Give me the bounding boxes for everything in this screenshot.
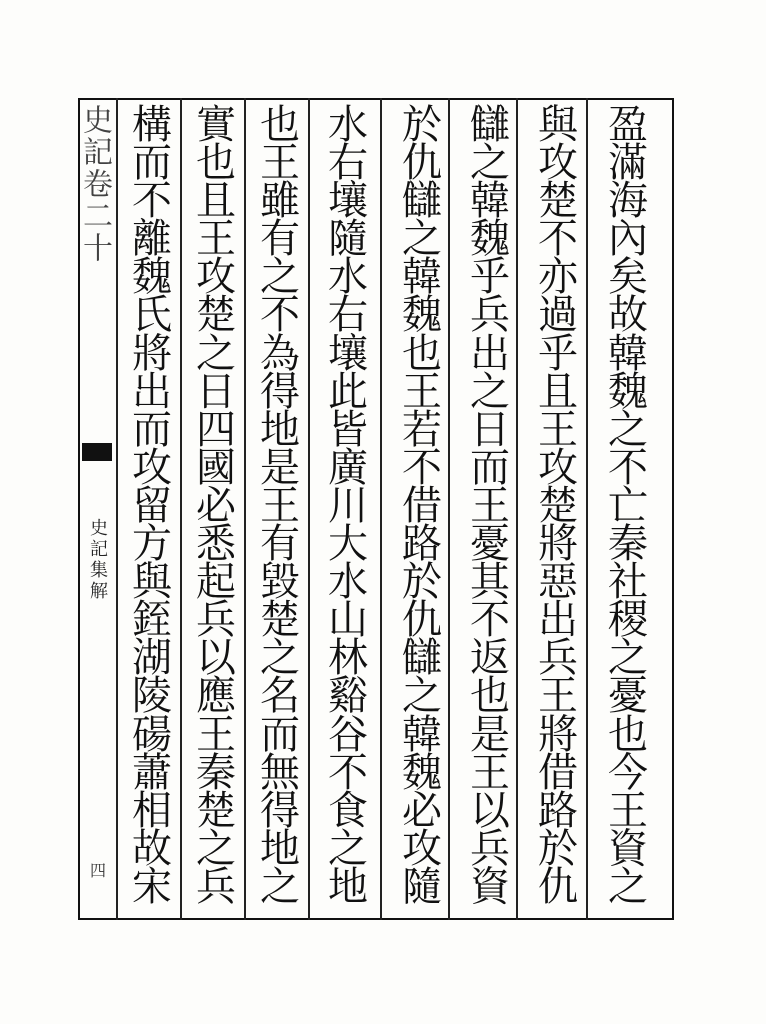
text-character: 於 — [402, 102, 442, 148]
text-character: 之 — [608, 406, 648, 453]
text-character: 不 — [402, 444, 442, 491]
column-divider — [380, 98, 382, 920]
text-character: 日 — [470, 406, 510, 453]
text-character: 兵 — [470, 292, 510, 339]
text-character: 王 — [538, 406, 578, 453]
text-character: 攻 — [132, 444, 172, 491]
text-character: 故 — [132, 825, 172, 872]
text-character: 之 — [608, 863, 648, 910]
column-divider — [448, 98, 450, 920]
text-character: 之 — [402, 216, 442, 263]
text-character: 王 — [470, 482, 510, 529]
text-character: 留 — [132, 482, 172, 529]
text-character: 且 — [538, 368, 578, 415]
text-character: 山 — [328, 597, 368, 644]
text-character: 而 — [132, 140, 172, 187]
text-character: 與 — [538, 102, 578, 148]
page-number: 四 — [90, 861, 107, 880]
text-character: 之 — [402, 673, 442, 720]
text-character: 不 — [470, 597, 510, 644]
text-character: 故 — [608, 292, 648, 339]
text-character: 返 — [470, 635, 510, 682]
text-character: 王 — [260, 140, 300, 187]
text-character: 相 — [132, 787, 172, 834]
text-character: 氏 — [132, 292, 172, 339]
text-character: 楚 — [538, 482, 578, 529]
text-character: 今 — [608, 749, 648, 796]
text-character: 國 — [196, 444, 236, 491]
text-character: 不 — [132, 178, 172, 225]
text-character: 日 — [196, 368, 236, 415]
text-character: 路 — [538, 787, 578, 834]
text-character: 廣 — [328, 444, 368, 491]
text-character: 出 — [132, 368, 172, 415]
text-character: 攻 — [538, 140, 578, 187]
text-character: 食 — [328, 787, 368, 834]
text-character: 之 — [196, 825, 236, 872]
text-character: 稷 — [608, 597, 648, 644]
text-character: 內 — [608, 216, 648, 263]
text-character: 讎 — [402, 178, 442, 225]
text-character: 秦 — [196, 749, 236, 796]
book-title: 史記集解 — [87, 518, 108, 602]
text-character: 是 — [260, 444, 300, 491]
text-character: 借 — [402, 482, 442, 529]
column-divider — [116, 98, 118, 920]
text-character: 以 — [196, 635, 236, 682]
text-character: 川 — [328, 482, 368, 529]
text-character: 於 — [538, 825, 578, 872]
text-character: 亦 — [538, 254, 578, 301]
text-character: 隨 — [328, 216, 368, 263]
text-character: 雖 — [260, 178, 300, 225]
text-character: 之 — [608, 635, 648, 682]
text-character: 亡 — [608, 482, 648, 529]
text-character: 攻 — [538, 444, 578, 491]
text-character: 構 — [132, 102, 172, 148]
text-character: 之 — [260, 863, 300, 910]
text-character: 蕭 — [132, 749, 172, 796]
text-character: 皆 — [328, 406, 368, 453]
text-character: 將 — [538, 521, 578, 568]
text-character: 碭 — [132, 711, 172, 758]
text-character: 之 — [260, 635, 300, 682]
text-character: 應 — [196, 673, 236, 720]
text-character: 地 — [260, 406, 300, 453]
text-character: 將 — [538, 711, 578, 758]
text-character: 若 — [402, 406, 442, 453]
text-character: 王 — [608, 787, 648, 834]
text-character: 地 — [260, 825, 300, 872]
text-character: 水 — [328, 254, 368, 301]
text-character: 仇 — [402, 597, 442, 644]
text-character: 而 — [260, 711, 300, 758]
text-character: 之 — [470, 140, 510, 187]
text-character: 必 — [402, 787, 442, 834]
text-character: 地 — [328, 863, 368, 910]
text-character: 水 — [328, 102, 368, 148]
text-character: 滿 — [608, 140, 648, 187]
text-character: 仇 — [538, 863, 578, 910]
text-character: 陵 — [132, 673, 172, 720]
text-character: 右 — [328, 140, 368, 187]
text-character: 王 — [538, 673, 578, 720]
text-character: 不 — [538, 216, 578, 263]
text-character: 谿 — [328, 673, 368, 720]
text-character: 之 — [260, 254, 300, 301]
text-character: 社 — [608, 559, 648, 606]
text-character: 也 — [260, 102, 300, 148]
text-character: 實 — [196, 102, 236, 148]
text-character: 起 — [196, 559, 236, 606]
text-character: 韓 — [470, 178, 510, 225]
text-character: 而 — [470, 444, 510, 491]
text-character: 王 — [260, 482, 300, 529]
text-character: 之 — [328, 825, 368, 872]
text-character: 海 — [608, 178, 648, 225]
text-character: 將 — [132, 330, 172, 377]
text-character: 谷 — [328, 711, 368, 758]
text-character: 魏 — [132, 254, 172, 301]
text-character: 韓 — [608, 330, 648, 377]
text-character: 湖 — [132, 635, 172, 682]
text-character: 韓 — [402, 254, 442, 301]
text-character: 於 — [402, 559, 442, 606]
text-character: 借 — [538, 749, 578, 796]
text-character: 也 — [402, 330, 442, 377]
text-character: 王 — [196, 711, 236, 758]
text-character: 林 — [328, 635, 368, 682]
fish-tail-mark — [82, 443, 112, 461]
text-character: 宋 — [132, 863, 172, 910]
text-character: 兵 — [196, 863, 236, 910]
text-character: 壤 — [328, 178, 368, 225]
text-character: 悉 — [196, 521, 236, 568]
text-character: 而 — [132, 406, 172, 453]
text-character: 兵 — [538, 635, 578, 682]
column-divider — [308, 98, 310, 920]
text-character: 楚 — [196, 292, 236, 339]
text-character: 楚 — [196, 787, 236, 834]
text-character: 隨 — [402, 863, 442, 910]
text-character: 魏 — [402, 749, 442, 796]
text-character: 右 — [328, 292, 368, 339]
text-character: 惡 — [538, 559, 578, 606]
text-character: 必 — [196, 482, 236, 529]
text-character: 且 — [196, 178, 236, 225]
column-divider — [244, 98, 246, 920]
text-character: 也 — [470, 673, 510, 720]
text-character: 王 — [470, 749, 510, 796]
text-character: 是 — [470, 711, 510, 758]
text-character: 攻 — [402, 825, 442, 872]
text-character: 楚 — [260, 597, 300, 644]
text-character: 不 — [608, 444, 648, 491]
text-character: 讎 — [470, 102, 510, 148]
text-character: 讎 — [402, 635, 442, 682]
text-character: 攻 — [196, 254, 236, 301]
text-character: 名 — [260, 673, 300, 720]
text-character: 資 — [470, 863, 510, 910]
text-character: 得 — [260, 368, 300, 415]
text-character: 乎 — [538, 330, 578, 377]
text-character: 魏 — [608, 368, 648, 415]
text-character: 以 — [470, 787, 510, 834]
text-character: 也 — [196, 140, 236, 187]
text-character: 魏 — [470, 216, 510, 263]
text-character: 大 — [328, 521, 368, 568]
text-character: 盈 — [608, 102, 648, 148]
text-character: 此 — [328, 368, 368, 415]
text-character: 矣 — [608, 254, 648, 301]
text-character: 之 — [470, 368, 510, 415]
text-character: 憂 — [470, 521, 510, 568]
text-character: 四 — [196, 406, 236, 453]
text-character: 壤 — [328, 330, 368, 377]
text-character: 有 — [260, 216, 300, 263]
text-character: 秦 — [608, 521, 648, 568]
text-character: 兵 — [470, 825, 510, 872]
text-character: 憂 — [608, 673, 648, 720]
text-character: 銍 — [132, 597, 172, 644]
text-character: 過 — [538, 292, 578, 339]
text-character: 離 — [132, 216, 172, 263]
text-character: 王 — [196, 216, 236, 263]
text-character: 有 — [260, 521, 300, 568]
text-character: 乎 — [470, 254, 510, 301]
text-character: 出 — [470, 330, 510, 377]
text-character: 與 — [132, 559, 172, 606]
text-character: 之 — [196, 330, 236, 377]
text-character: 出 — [538, 597, 578, 644]
text-character: 得 — [260, 787, 300, 834]
text-character: 楚 — [538, 178, 578, 225]
text-character: 魏 — [402, 292, 442, 339]
text-character: 為 — [260, 330, 300, 377]
text-character: 仇 — [402, 140, 442, 187]
text-character: 資 — [608, 825, 648, 872]
text-character: 無 — [260, 749, 300, 796]
column-divider — [180, 98, 182, 920]
fold-margin — [77, 98, 116, 918]
text-character: 不 — [260, 292, 300, 339]
text-character: 其 — [470, 559, 510, 606]
column-divider — [586, 98, 588, 920]
text-character: 路 — [402, 521, 442, 568]
text-character: 王 — [402, 368, 442, 415]
text-character: 也 — [608, 711, 648, 758]
text-character: 方 — [132, 521, 172, 568]
text-character: 兵 — [196, 597, 236, 644]
column-divider — [516, 98, 518, 920]
section-label: 史記卷二十 — [77, 104, 112, 264]
text-character: 韓 — [402, 711, 442, 758]
text-character: 毀 — [260, 559, 300, 606]
text-character: 水 — [328, 559, 368, 606]
text-character: 不 — [328, 749, 368, 796]
